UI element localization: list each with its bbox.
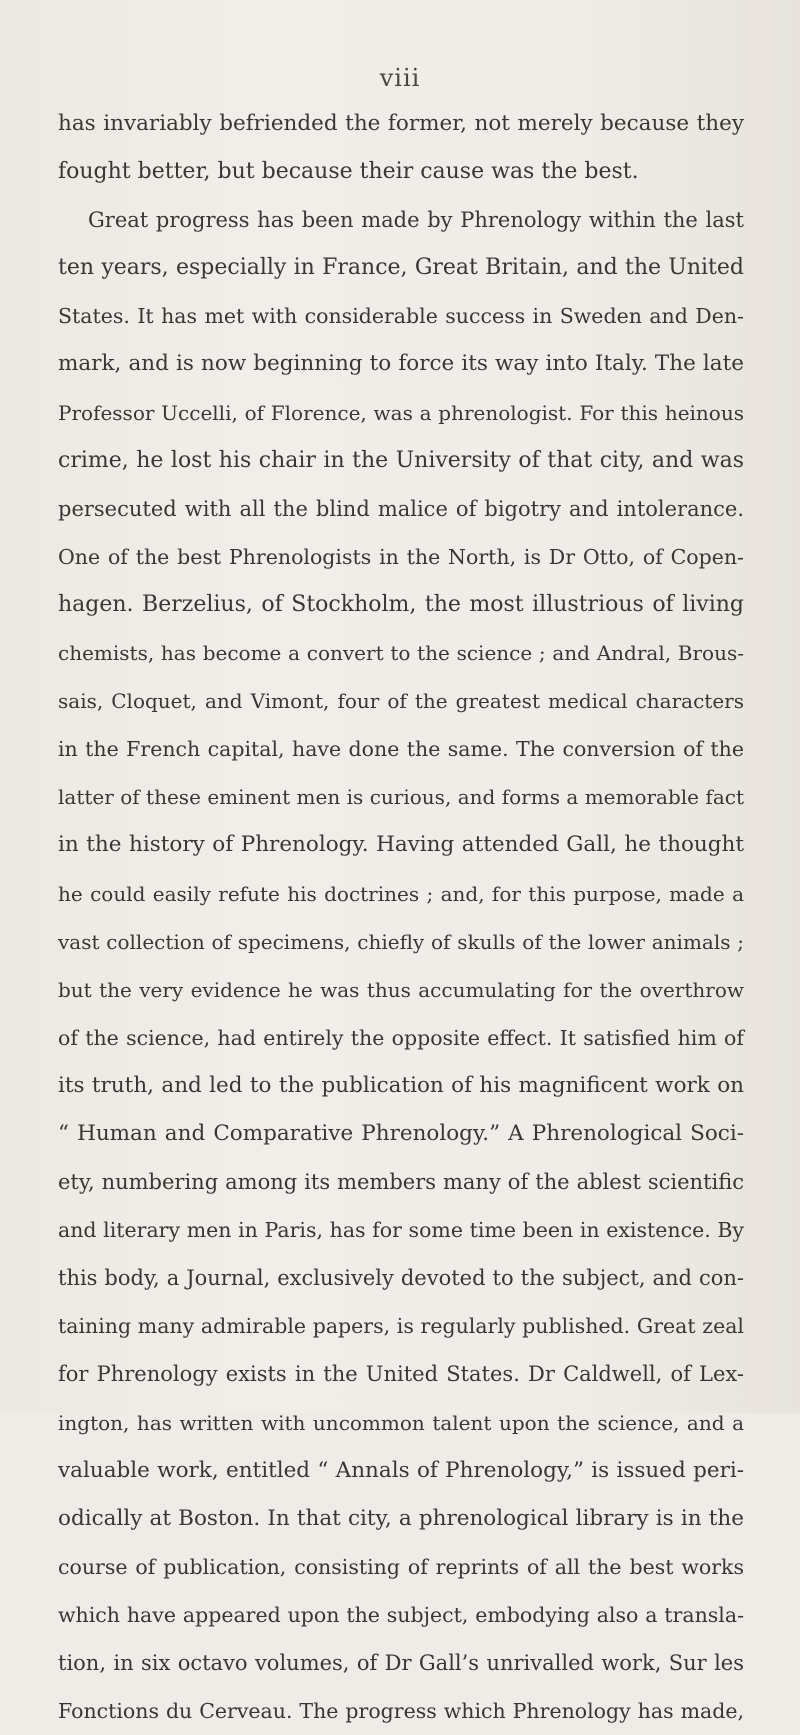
text-line: Great progress has been made by Phrenology within the last <box>88 208 744 233</box>
text-line: in the history of Phrenology. Having attended Gall, he thought <box>58 832 744 858</box>
text-line: course of publication, consisting of reprints of all the best works <box>58 1554 744 1579</box>
text-line: taining many admirable papers, is regularly published. Great zeal <box>58 1314 744 1339</box>
text-line: in the French capital, have done the same. The conversion of the <box>58 737 744 762</box>
text-line: One of the best Phrenologists in the North, is Dr Otto, of Copen- <box>58 544 744 569</box>
text-line: odically at Boston. In that city, a phrenological library is in the <box>58 1505 744 1531</box>
text-line: which have appeared upon the subject, embodying also a transla- <box>58 1602 744 1627</box>
page-number: viii <box>379 64 421 92</box>
text-line: this body, a Journal, exclusively devoted to the subject, and con- <box>58 1266 744 1291</box>
body-text <box>58 100 744 1735</box>
text-line: he could easily refute his doctrines ; and, for this purpose, made a <box>58 881 744 906</box>
text-line: States. It has met with considerable success in Sweden and Den- <box>58 304 744 329</box>
text-line: ington, has written with uncommon talent upon the science, and a <box>58 1410 744 1435</box>
text-line: fought better, but because their cause was the best. <box>58 159 639 185</box>
text-line: and literary men in Paris, has for some time been in existence. By <box>58 1218 744 1243</box>
text-line: ten years, especially in France, Great Britain, and the United <box>58 255 744 281</box>
text-line: latter of these eminent men is curious, and forms a memorable fact <box>58 785 744 810</box>
text-line: mark, and is now beginning to force its way into Italy. The late <box>58 351 744 377</box>
text-line: persecuted with all the blind malice of bigotry and intolerance. <box>58 496 744 521</box>
text-line: vast collection of specimens, chiefly of skulls of the lower animals ; <box>58 929 744 954</box>
text-line: hagen. Berzelius, of Stockholm, the most illustrious of living <box>58 591 744 617</box>
text-line: valuable work, entitled “ Annals of Phrenology,” is issued peri- <box>58 1457 744 1483</box>
text-line: ety, numbering among its members many of the ablest scientific <box>58 1170 744 1195</box>
text-line: crime, he lost his chair in the University of that city, and was <box>58 447 744 473</box>
text-line: for Phrenology exists in the United States. Dr Caldwell, of Lex- <box>58 1362 744 1387</box>
text-line: has invariably befriended the former, not merely because they <box>58 111 744 136</box>
text-line: sais, Cloquet, and Vimont, four of the greatest medical characters <box>58 689 744 714</box>
text-line: Professor Uccelli, of Florence, was a phrenologist. For this heinous <box>58 400 744 425</box>
text-line: tion, in six octavo volumes, of Dr Gall’s unrivalled work, Sur les <box>58 1651 744 1675</box>
text-line: “ Human and Comparative Phrenology.” A Phrenological Soci- <box>58 1120 744 1146</box>
text-line: but the very evidence he was thus accumulating for the overthrow <box>58 977 744 1002</box>
text-line: of the science, had entirely the opposite effect. It satisfied him of <box>58 1025 744 1050</box>
text-line: chemists, has become a convert to the science ; and Andral, Brous- <box>58 641 744 666</box>
text-line: its truth, and led to the publication of his magnificent work on <box>58 1072 744 1098</box>
text-line: Fonctions du Cerveau. The progress which Phrenology has made, <box>58 1699 744 1724</box>
